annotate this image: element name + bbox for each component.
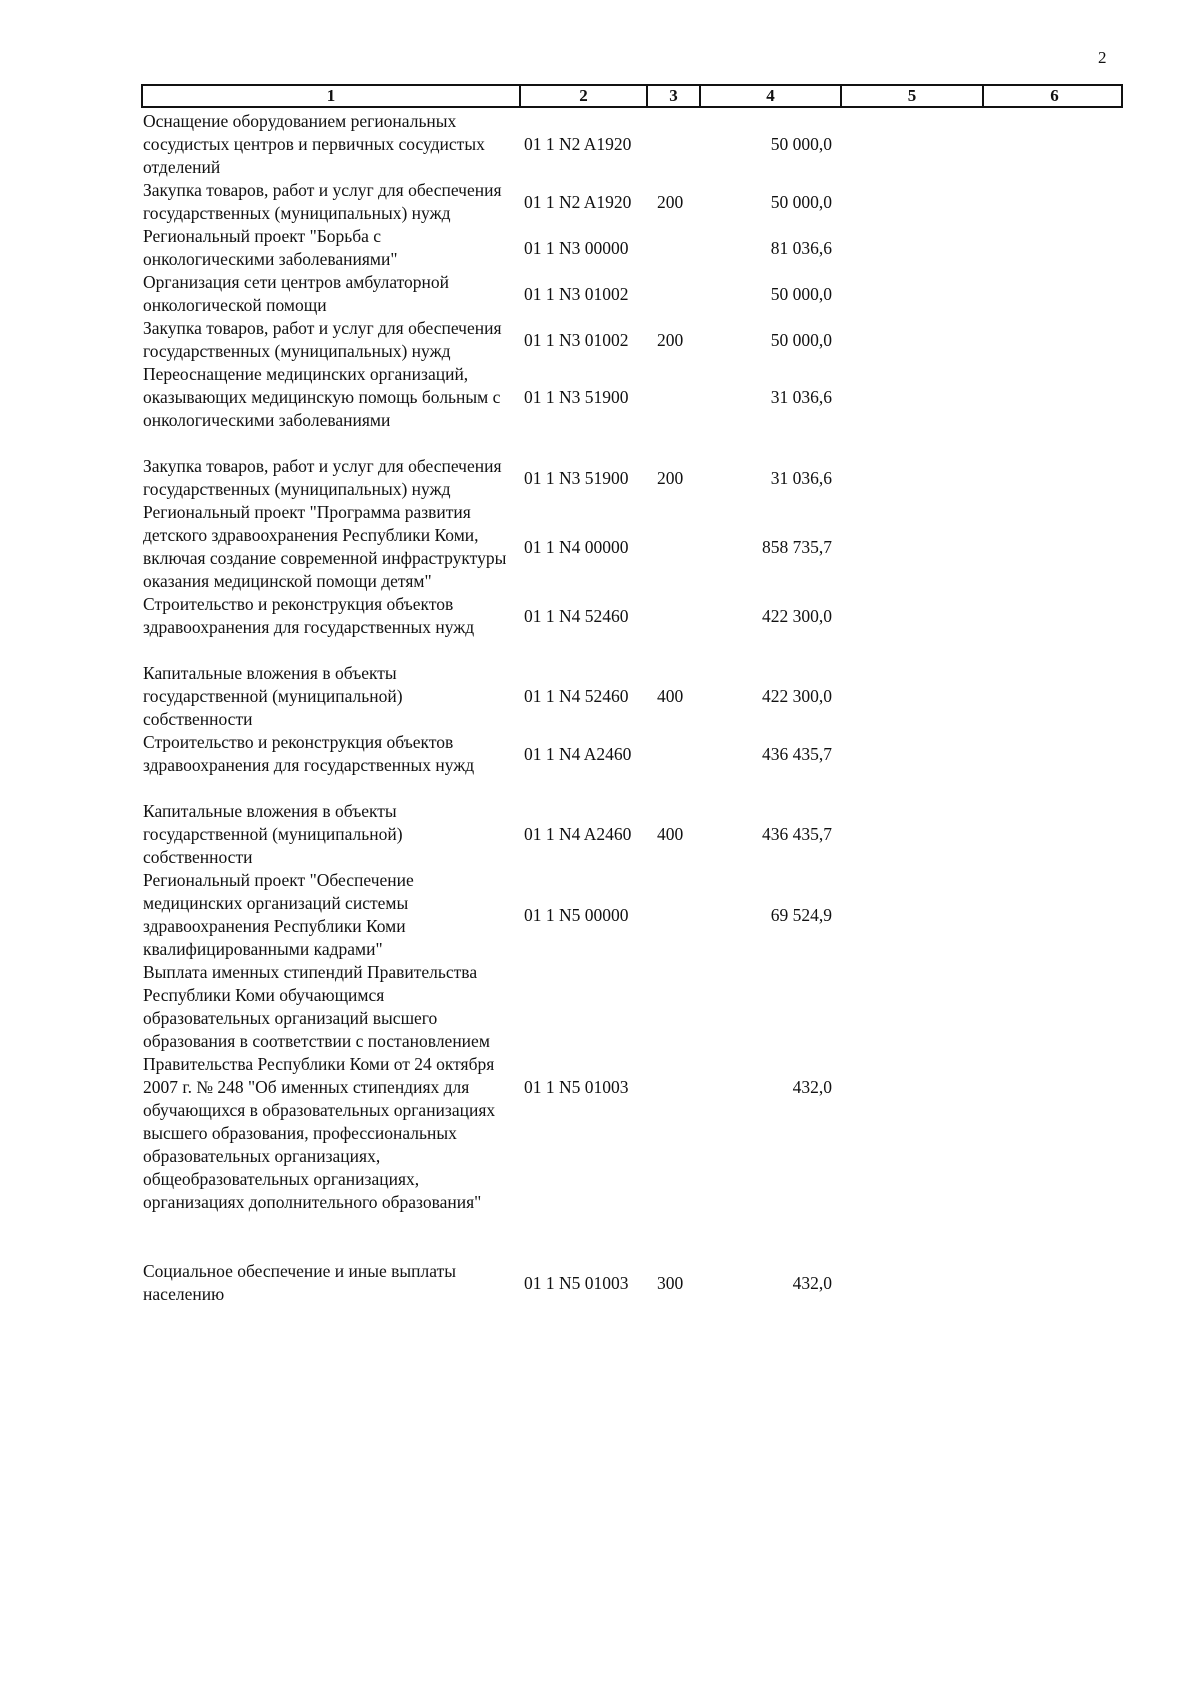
row-sum: 858 735,7 bbox=[762, 536, 832, 557]
table-row bbox=[141, 271, 1123, 317]
table-row bbox=[141, 800, 1123, 869]
row-expense-type: 400 bbox=[657, 686, 684, 706]
row-sum: 432,0 bbox=[792, 1077, 832, 1097]
row-code: 01 1 N3 51900 bbox=[524, 467, 629, 488]
row-name: Капитальные вложения в объекты государственной (муниципальной) собственности bbox=[143, 663, 403, 729]
page-number: 2 bbox=[1098, 48, 1107, 67]
row-name: Региональный проект "Обеспечение медицинских организаций системы здравоохранения Республики Коми квалифицированными кадрами" bbox=[143, 870, 414, 959]
row-name: Закупка товаров, работ и услуг для обеспечения государственных (муниципальных) нужд bbox=[143, 180, 502, 223]
row-code: 01 1 N3 01002 bbox=[524, 329, 629, 350]
table-row bbox=[141, 593, 1123, 662]
row-name: Закупка товаров, работ и услуг для обеспечения государственных (муниципальных) нужд bbox=[143, 318, 502, 361]
row-code: 01 1 N4 00000 bbox=[524, 536, 629, 557]
row-expense-type: 200 bbox=[657, 467, 684, 488]
table-row bbox=[141, 1260, 1123, 1306]
row-sum: 50 000,0 bbox=[770, 191, 832, 212]
row-name: Строительство и реконструкция объектов здравоохранения для государственных нужд bbox=[143, 594, 475, 637]
row-sum: 432,0 bbox=[792, 1272, 832, 1293]
row-sum: 31 036,6 bbox=[770, 467, 832, 488]
table-row bbox=[141, 225, 1123, 271]
table-row bbox=[141, 455, 1123, 501]
row-name: Закупка товаров, работ и услуг для обеспечения государственных (муниципальных) нужд bbox=[143, 456, 502, 499]
table-row bbox=[141, 731, 1123, 800]
header-col-4: 4 bbox=[699, 86, 840, 106]
row-name: Организация сети центров амбулаторной онкологической помощи bbox=[143, 272, 450, 315]
row-code: 01 1 N3 51900 bbox=[524, 387, 629, 407]
table-row bbox=[141, 662, 1123, 731]
header-col-1: 1 bbox=[326, 86, 336, 105]
row-sum: 81 036,6 bbox=[770, 237, 832, 258]
table-row bbox=[141, 961, 1123, 1260]
row-code: 01 1 N4 52460 bbox=[524, 605, 629, 626]
row-code: 01 1 N3 00000 bbox=[524, 237, 629, 258]
row-code: 01 1 N5 00000 bbox=[524, 904, 629, 925]
table-row bbox=[141, 179, 1123, 225]
row-code: 01 1 N3 01002 bbox=[524, 283, 629, 304]
row-name: Капитальные вложения в объекты государственной (муниципальной) собственности bbox=[143, 801, 403, 867]
header-col-6: 6 bbox=[982, 86, 1125, 106]
header-col-2: 2 bbox=[519, 86, 646, 106]
row-sum: 436 435,7 bbox=[762, 743, 832, 764]
row-sum: 69 524,9 bbox=[770, 904, 832, 925]
row-sum: 422 300,0 bbox=[762, 605, 832, 626]
row-sum: 422 300,0 bbox=[762, 686, 832, 706]
header-col-3: 3 bbox=[646, 86, 699, 106]
table-row bbox=[141, 110, 1123, 179]
table-body bbox=[141, 110, 1123, 1306]
row-expense-type: 300 bbox=[657, 1272, 684, 1293]
row-code: 01 1 N5 01003 bbox=[524, 1077, 629, 1097]
row-name: Строительство и реконструкция объектов здравоохранения для государственных нужд bbox=[143, 732, 475, 775]
row-name: Переоснащение медицинских организаций, оказывающих медицинскую помощь больным с онкологическими заболеваниями bbox=[143, 364, 501, 430]
table-header bbox=[141, 84, 1123, 108]
budget-table bbox=[141, 84, 1123, 1306]
row-code: 01 1 N4 A2460 bbox=[524, 743, 632, 764]
row-code: 01 1 N4 52460 bbox=[524, 686, 629, 706]
row-code: 01 1 N2 A1920 bbox=[524, 134, 632, 154]
table-row bbox=[141, 869, 1123, 961]
row-name: Социальное обеспечение и иные выплаты населению bbox=[143, 1261, 457, 1304]
table-row bbox=[141, 501, 1123, 593]
row-expense-type: 400 bbox=[657, 824, 684, 844]
header-col-5: 5 bbox=[840, 86, 982, 106]
row-sum: 50 000,0 bbox=[770, 134, 832, 154]
row-sum: 50 000,0 bbox=[770, 283, 832, 304]
row-sum: 436 435,7 bbox=[762, 824, 832, 844]
row-expense-type: 200 bbox=[657, 191, 684, 212]
row-name: Оснащение оборудованием региональных сосудистых центров и первичных сосудистых отделений bbox=[143, 111, 485, 177]
row-expense-type: 200 bbox=[657, 329, 684, 350]
row-code: 01 1 N4 A2460 bbox=[524, 824, 632, 844]
row-name: Выплата именных стипендий Правительства Республики Коми обучающимся образовательных организаций высшего образования в соответствии с постановлением Правительства Республики Коми от 24 октября 2007 г. № 248 "Об именных стипендиях для обучающихся в образовательных организациях высшего образования, профессиональных образовательных организациях, общеобразовательных организациях, организациях дополнительного образования" bbox=[143, 962, 496, 1212]
row-code: 01 1 N2 A1920 bbox=[524, 191, 632, 212]
row-code: 01 1 N5 01003 bbox=[524, 1272, 629, 1293]
row-name: Региональный проект "Борьба с онкологическими заболеваниями" bbox=[143, 226, 398, 269]
row-name: Региональный проект "Программа развития детского здравоохранения Республики Коми, включая создание современной инфраструктуры оказания медицинской помощи детям" bbox=[143, 502, 507, 591]
row-sum: 50 000,0 bbox=[770, 329, 832, 350]
row-sum: 31 036,6 bbox=[770, 387, 832, 407]
table-row bbox=[141, 317, 1123, 363]
table-row bbox=[141, 363, 1123, 455]
